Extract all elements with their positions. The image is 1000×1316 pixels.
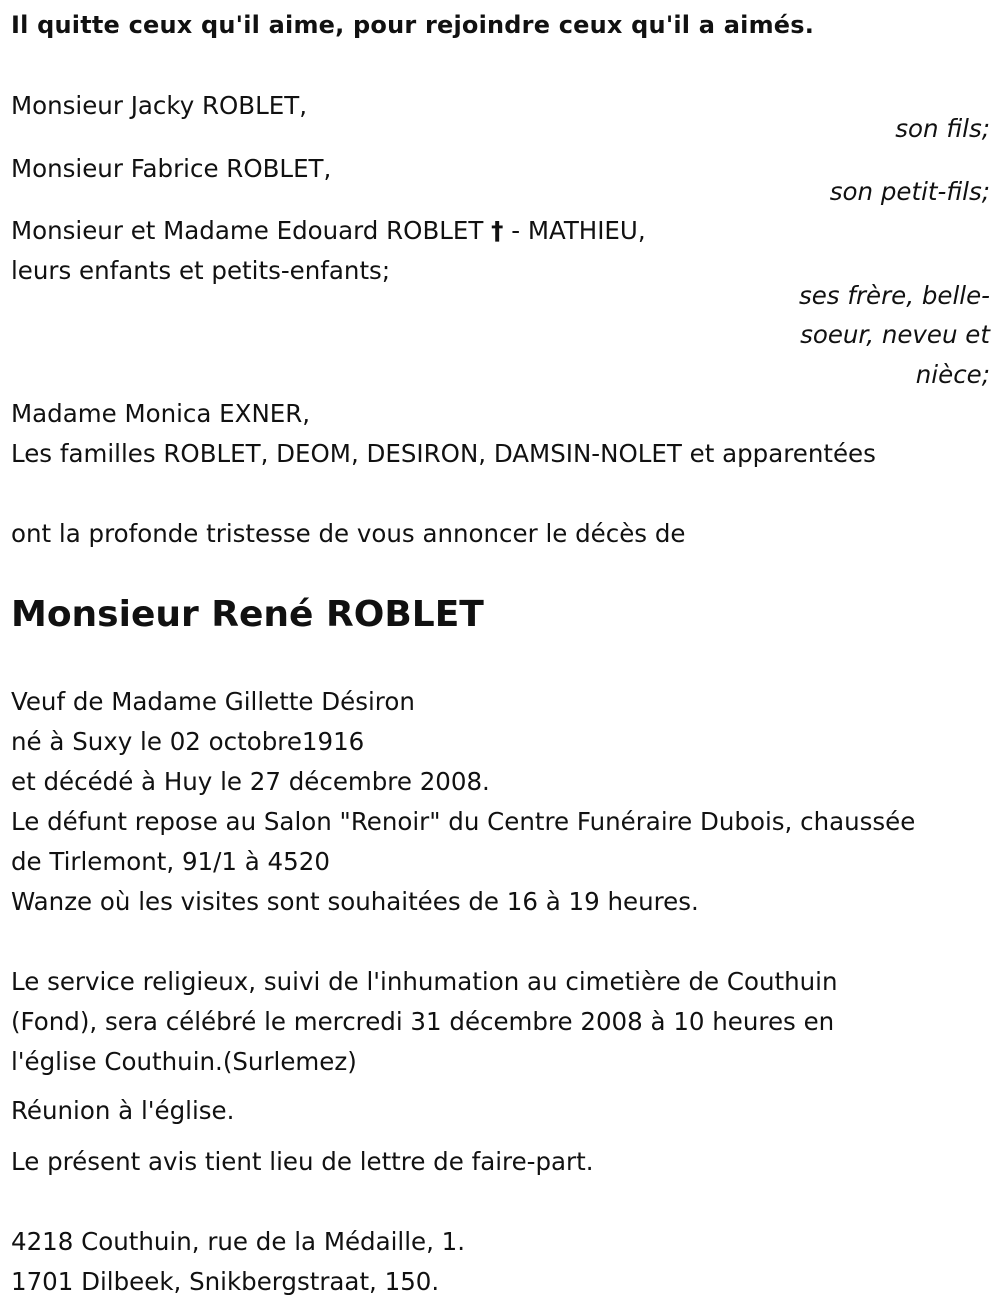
detail-widower: Veuf de Madame Gillette Désiron: [11, 687, 415, 716]
edouard-name-suffix: - MATHIEU,: [503, 216, 646, 245]
family-member-edouard: [11, 216, 646, 246]
family-member-jacky: Monsieur Jacky ROBLET,: [11, 91, 307, 120]
cross-icon: †: [491, 216, 504, 245]
service-line-2: (Fond), sera célébré le mercredi 31 décembre 2008 à 10 heures en: [11, 1007, 835, 1036]
edouard-children-line: leurs enfants et petits-enfants;: [11, 256, 391, 285]
relation-siblings-line-1: ses frère, belle-: [798, 281, 990, 310]
deceased-name: Monsieur René ROBLET: [11, 594, 484, 635]
reunion: Réunion à l'église.: [11, 1096, 235, 1125]
relation-grandson: son petit-fils;: [829, 177, 990, 206]
relation-son: son fils;: [895, 114, 990, 143]
edouard-name-prefix: Monsieur et Madame Edouard ROBLET: [11, 216, 484, 245]
relation-siblings-line-3: nièce;: [915, 360, 990, 389]
address-couthuin: 4218 Couthuin, rue de la Médaille, 1.: [11, 1227, 466, 1256]
notice: Le présent avis tient lieu de lettre de faire-part.: [11, 1147, 594, 1176]
detail-birth: né à Suxy le 02 octobre1916: [11, 727, 365, 756]
family-member-fabrice: Monsieur Fabrice ROBLET,: [11, 154, 332, 183]
announcement: ont la profonde tristesse de vous annoncer le décès de: [11, 519, 686, 548]
service-line-1: Le service religieux, suivi de l'inhumation au cimetière de Couthuin: [11, 967, 838, 996]
epigraph: Il quitte ceux qu'il aime, pour rejoindre ceux qu'il a aimés.: [11, 11, 815, 39]
detail-repose-line-2: de Tirlemont, 91/1 à 4520: [11, 847, 330, 876]
detail-death: et décédé à Huy le 27 décembre 2008.: [11, 767, 490, 796]
detail-visits: Wanze où les visites sont souhaitées de 16 à 19 heures.: [11, 887, 699, 916]
related-families: Les familles ROBLET, DEOM, DESIRON, DAMSIN-NOLET et apparentées: [11, 439, 876, 468]
detail-repose-line-1: Le défunt repose au Salon "Renoir" du Centre Funéraire Dubois, chaussée: [11, 807, 916, 836]
address-dilbeek: 1701 Dilbeek, Snikbergstraat, 150.: [11, 1267, 440, 1296]
relation-siblings-line-2: soeur, neveu et: [800, 320, 990, 349]
family-member-monica: Madame Monica EXNER,: [11, 399, 311, 428]
service-line-3: l'église Couthuin.(Surlemez): [11, 1047, 357, 1076]
